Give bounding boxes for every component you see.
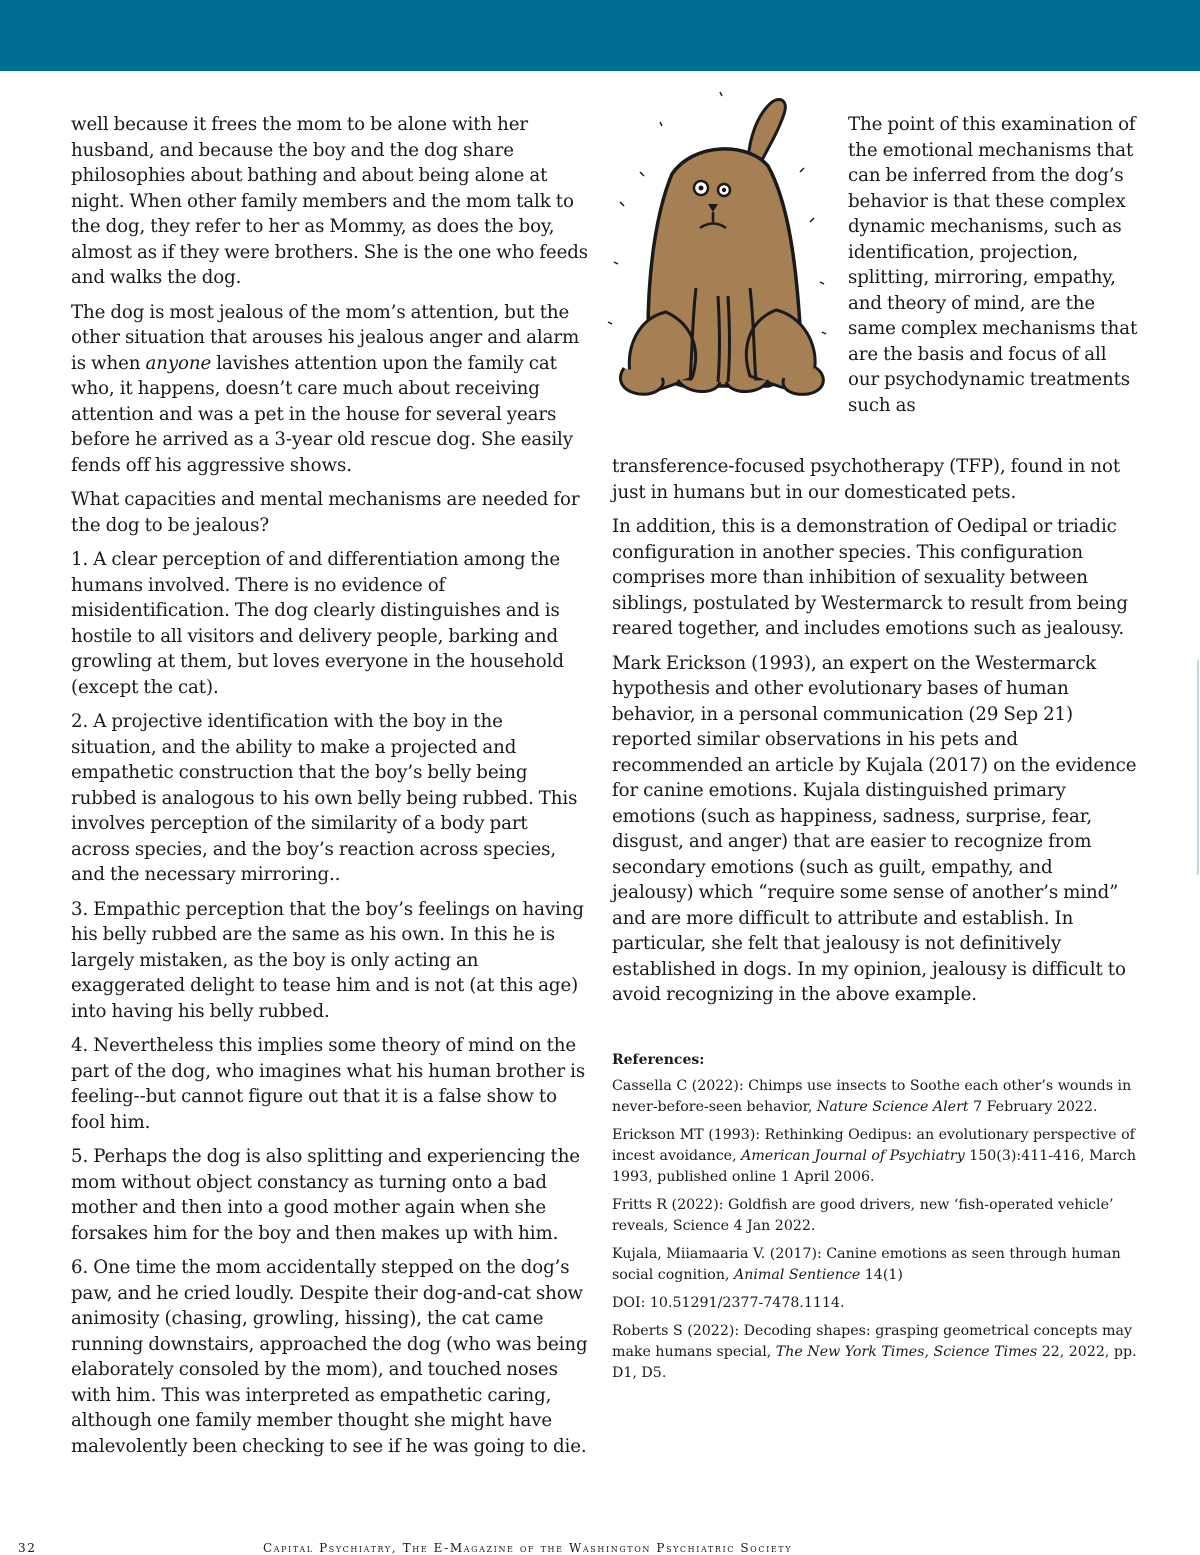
edge-rule [1197, 660, 1199, 875]
right-column [612, 112, 1137, 1391]
page-number: 32 [18, 1541, 37, 1555]
paragraph-erickson: Mark Erickson (1993), an expert on the Westermarck hypothesis and other evolutionary bases of human behavior, in a personal communication (29 Sep 21) reported similar observations in his pets and recommended an article by Kujala (2017) on the evidence for canine emotions. Kujala distinguished primary emotions (such as happiness, sadness, surprise, fear, disgust, and anger) that are easier to recognize from secondary emotions (such as guilt, empathy, and jealousy) which “require some sense of another’s mind” and are more difficult to attribute and establish. In particular, she felt that jealousy is not definitively established in dogs. In my opinion, jealousy is difficult to avoid recognizing in the above example. [612, 652, 1137, 1005]
reference-item: Fritts R (2022): Goldfish are good drivers, new ‘fish-operated vehicle’ reveals, Science 4 Jan 2022. [612, 1196, 1114, 1234]
illustration-wrap [612, 112, 1137, 454]
left-column [71, 112, 591, 1468]
reference-item: Kujala, Miiamaaria V. (2017): Canine emotions as seen through human social cognition, Animal Sentience 14(1) [612, 1245, 1121, 1283]
paragraph-point-2: 2. A projective identification with the boy in the situation, and the ability to make a projected and empathetic construction that the boy’s belly being rubbed is analogous to his own belly being rubbed. This involves perception of the similarity of a body part across species, and the boy’s reaction across species, and the necessary mirroring.. [71, 711, 578, 885]
magazine-title: Capital Psychiatry, The E-Magazine of the Washington Psychiatric Society [263, 1541, 793, 1555]
paragraph-question: What capacities and mental mechanisms are needed for the dog to be jealous? [71, 489, 580, 536]
paragraph-jealousy: The dog is most jealous of the mom’s attention, but the other situation that arouses his jealous anger and alarm is when anyone lavishes attention upon the family cat who, it happens, doesn’t care much about receiving attention and was a pet in the house for several years before he arrived as a 3-year old rescue dog. She easily fends off his aggressive shows. [71, 301, 580, 476]
reference-item: Cassella C (2022): Chimps use insects to Soothe each other’s wounds in never-before-seen behavior, Nature Science Alert 7 February 2022. [612, 1077, 1132, 1115]
paragraph-point-5: 5. Perhaps the dog is also splitting and experiencing the mom without object constancy as turning onto a bad mother and then into a good mother again when she forsakes him for the boy and then makes up with him. [71, 1146, 580, 1244]
reference-item: Roberts S (2022): Decoding shapes: grasping geometrical concepts may make humans special, The New York Times, Science Times 22, 2022, pp. D1, D5. [612, 1322, 1137, 1381]
reference-item: DOI: 10.51291/2377-7478.1114. [612, 1294, 845, 1311]
cartoon-dog-illustration [600, 82, 832, 404]
references-heading: References: [612, 1051, 705, 1068]
paragraph-point-6: 6. One time the mom accidentally stepped on the dog’s paw, and he cried loudly. Despite their dog-and-cat show animosity (chasing, growling, hissing), the cat came running downstairs, approached the dog (who was being elaborately consoled by the mom), and touched noses with him. This was interpreted as empathetic caring, although one family member thought she might have malevolently been checking to see if he was going to die. [71, 1257, 588, 1457]
paragraph-mechanisms-continued: transference-focused psychotherapy (TFP), found in not just in humans but in our domesticated pets. [612, 456, 1121, 503]
paragraph-point-3: 3. Empathic perception that the boy’s feelings on having his belly rubbed are the same as his own. In this he is largely mistaken, as the boy is only acting an exaggerated delight to tease him and is not (at this age) into having his belly rubbed. [71, 898, 584, 1022]
paragraph-point-4: 4. Nevertheless this implies some theory of mind on the part of the dog, who imagines what his human brother is feeling--but cannot figure out that it is a false show to fool him. [71, 1035, 586, 1133]
paragraph-mechanisms: The point of this examination of the emotional mechanisms that can be inferred from the dog’s behavior is that these complex dynamic mechanisms, such as identification, projection, splitting, mirroring, empathy, and theory of mind, are the same complex mechanisms that are the basis and focus of all our psychodynamic treatments such as [848, 114, 1138, 416]
paragraph-oedipal: In addition, this is a demonstration of Oedipal or triadic configuration in another species. This configuration comprises more than inhibition of sexuality between siblings, postulated by Westermarck to result from being reared together, and includes emotions such as jealousy. [612, 516, 1128, 639]
reference-item: Erickson MT (1993): Rethinking Oedipus: an evolutionary perspective of incest avoidance, American Journal of Psychiatry 150(3):411-416, March 1993, published online 1 April 2006. [612, 1126, 1137, 1185]
paragraph-point-1: 1. A clear perception of and differentiation among the humans involved. There is no evidence of misidentification. The dog clearly distinguishes and is hostile to all visitors and delivery people, barking and growling at them, but loves everyone in the household (except the cat). [71, 549, 564, 698]
paragraph-bathing: well because it frees the mom to be alone with her husband, and because the boy and the dog share philosophies about bathing and about being alone at night. When other family members and the mom talk to the dog, they refer to her as Mommy, as does the boy, almost as if they were brothers. She is the one who feeds and walks the dog. [71, 114, 589, 288]
header-bar [0, 0, 1200, 71]
